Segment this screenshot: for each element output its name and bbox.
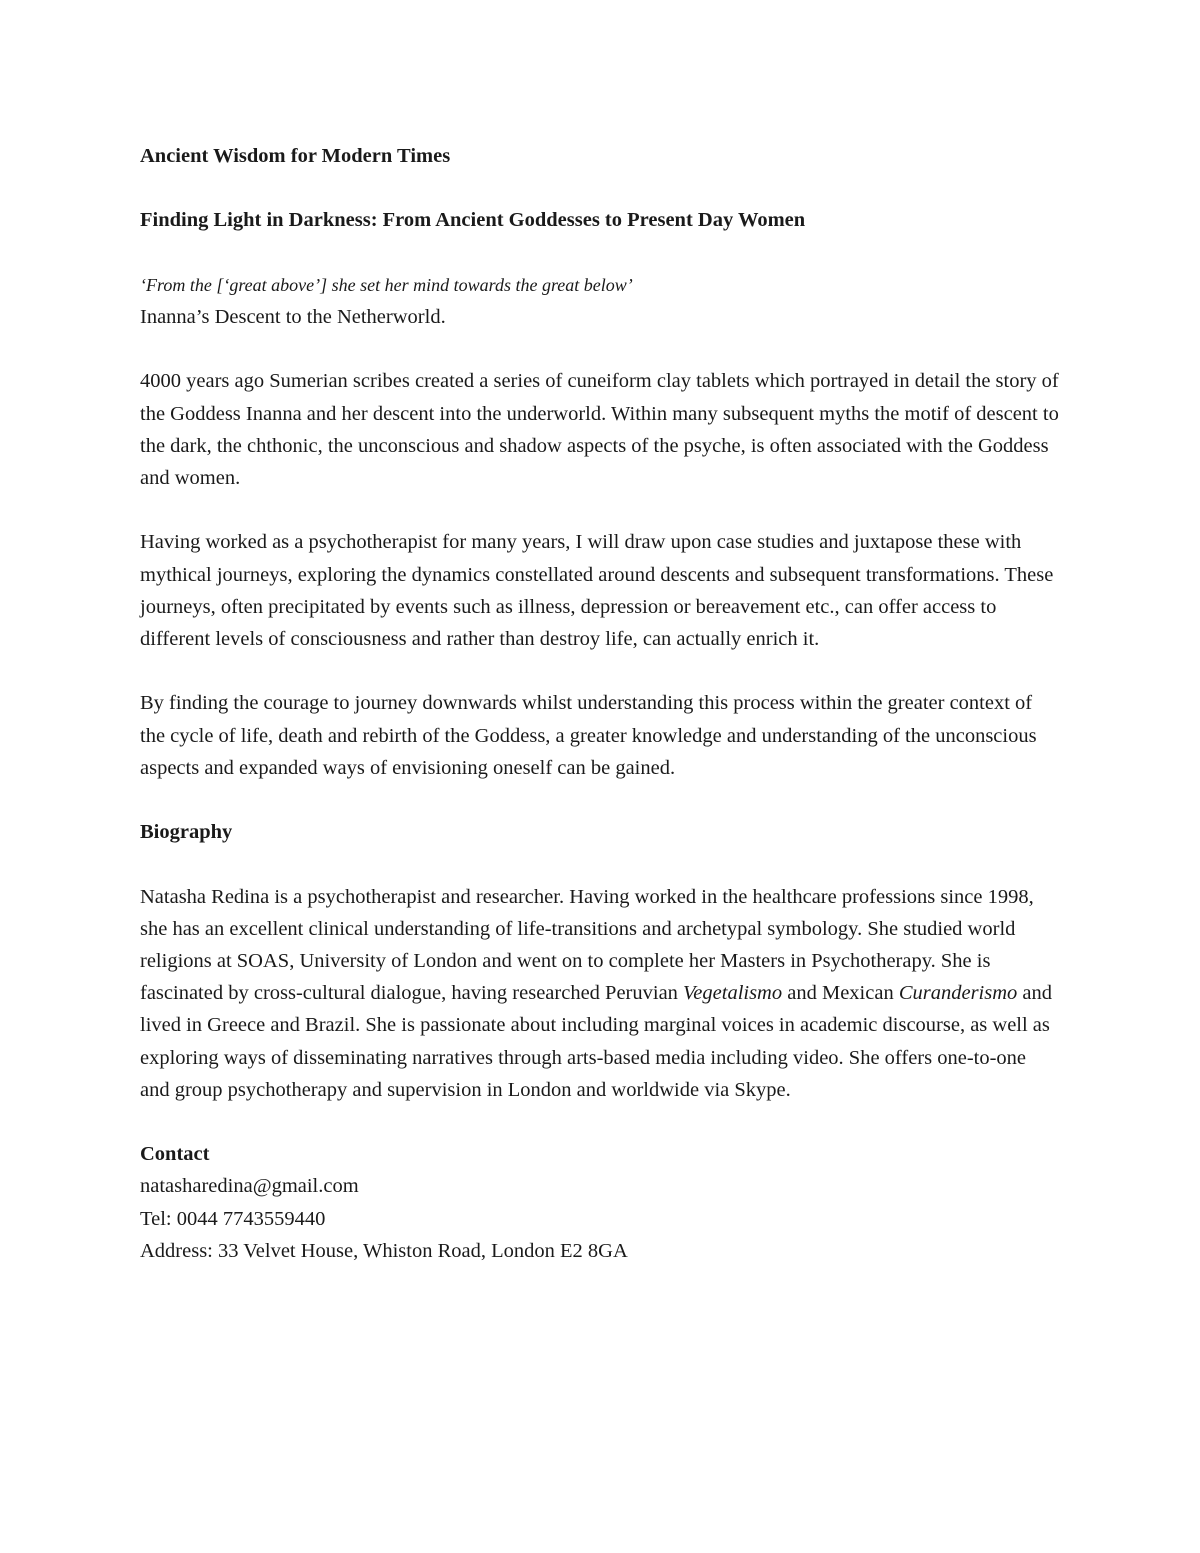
spacer: [140, 237, 1060, 269]
spacer: [140, 172, 1060, 204]
spacer: [140, 655, 1060, 687]
document-subtitle: Finding Light in Darkness: From Ancient Goddesses to Present Day Women: [140, 209, 806, 232]
spacer: [140, 494, 1060, 526]
contact-telephone: Tel: 0044 7743559440: [140, 1207, 326, 1230]
contact-heading: Contact: [140, 1143, 210, 1166]
epigraph-source: Inanna’s Descent to the Netherworld.: [140, 305, 446, 328]
biography-text-b: and Mexican: [782, 982, 899, 1005]
document-page: [140, 140, 1060, 1267]
abstract-paragraph-1: 4000 years ago Sumerian scribes created a series of cuneiform clay tablets which portrayed in detail the story of the Goddess Inanna and her descent into the underworld. Within many subsequent myths the motif of descent to the dark, the chthonic, the unconscious and shadow aspects of the psyche, is often associated with the Goddess and women.: [140, 370, 1059, 489]
biography-paragraph: [140, 881, 1060, 1106]
contact-email: natasharedina@gmail.com: [140, 1175, 359, 1198]
abstract-paragraph-3: By finding the courage to journey downwards whilst understanding this process within the greater context of the cycle of life, death and rebirth of the Goddess, a greater knowledge and understanding of the unconscious aspects and expanded ways of envisioning oneself can be gained.: [140, 692, 1037, 779]
biography-term-curanderismo: Curanderismo: [898, 982, 1018, 1005]
biography-term-vegetalismo: Vegetalismo: [683, 982, 783, 1005]
spacer: [140, 333, 1060, 365]
spacer: [140, 1106, 1060, 1138]
spacer: [140, 848, 1060, 880]
epigraph-quote: ‘From the [‘great above’] she set her mind towards the great below’: [140, 274, 633, 295]
abstract-paragraph-2: Having worked as a psychotherapist for many years, I will draw upon case studies and juxtapose these with mythical journeys, exploring the dynamics constellated around descents and subsequent transformations. These journeys, often precipitated by events such as illness, depression or bereavement etc., can offer access to different levels of consciousness and rather than destroy life, can actually enrich it.: [140, 531, 1054, 650]
biography-text-c: and lived in Greece and Brazil. She is passionate about including marginal voices in academic discourse, as well as exploring ways of disseminating narratives through arts-based media including video. She offers one-to-one and group psychotherapy and supervision in London and worldwide via Skype.: [140, 982, 1053, 1101]
biography-text-a: Natasha Redina is a psychotherapist and researcher. Having worked in the healthcare professions since 1998, she has an excellent clinical understanding of life-transitions and archetypal symbology. She studied world religions at SOAS, University of London and went on to complete her Masters in Psychotherapy. She is fascinated by cross-cultural dialogue, having researched Peruvian: [140, 885, 1034, 1005]
document-title: Ancient Wisdom for Modern Times: [140, 145, 451, 167]
spacer: [140, 784, 1060, 816]
contact-address: Address: 33 Velvet House, Whiston Road, London E2 8GA: [140, 1239, 628, 1262]
biography-heading: Biography: [140, 821, 233, 844]
